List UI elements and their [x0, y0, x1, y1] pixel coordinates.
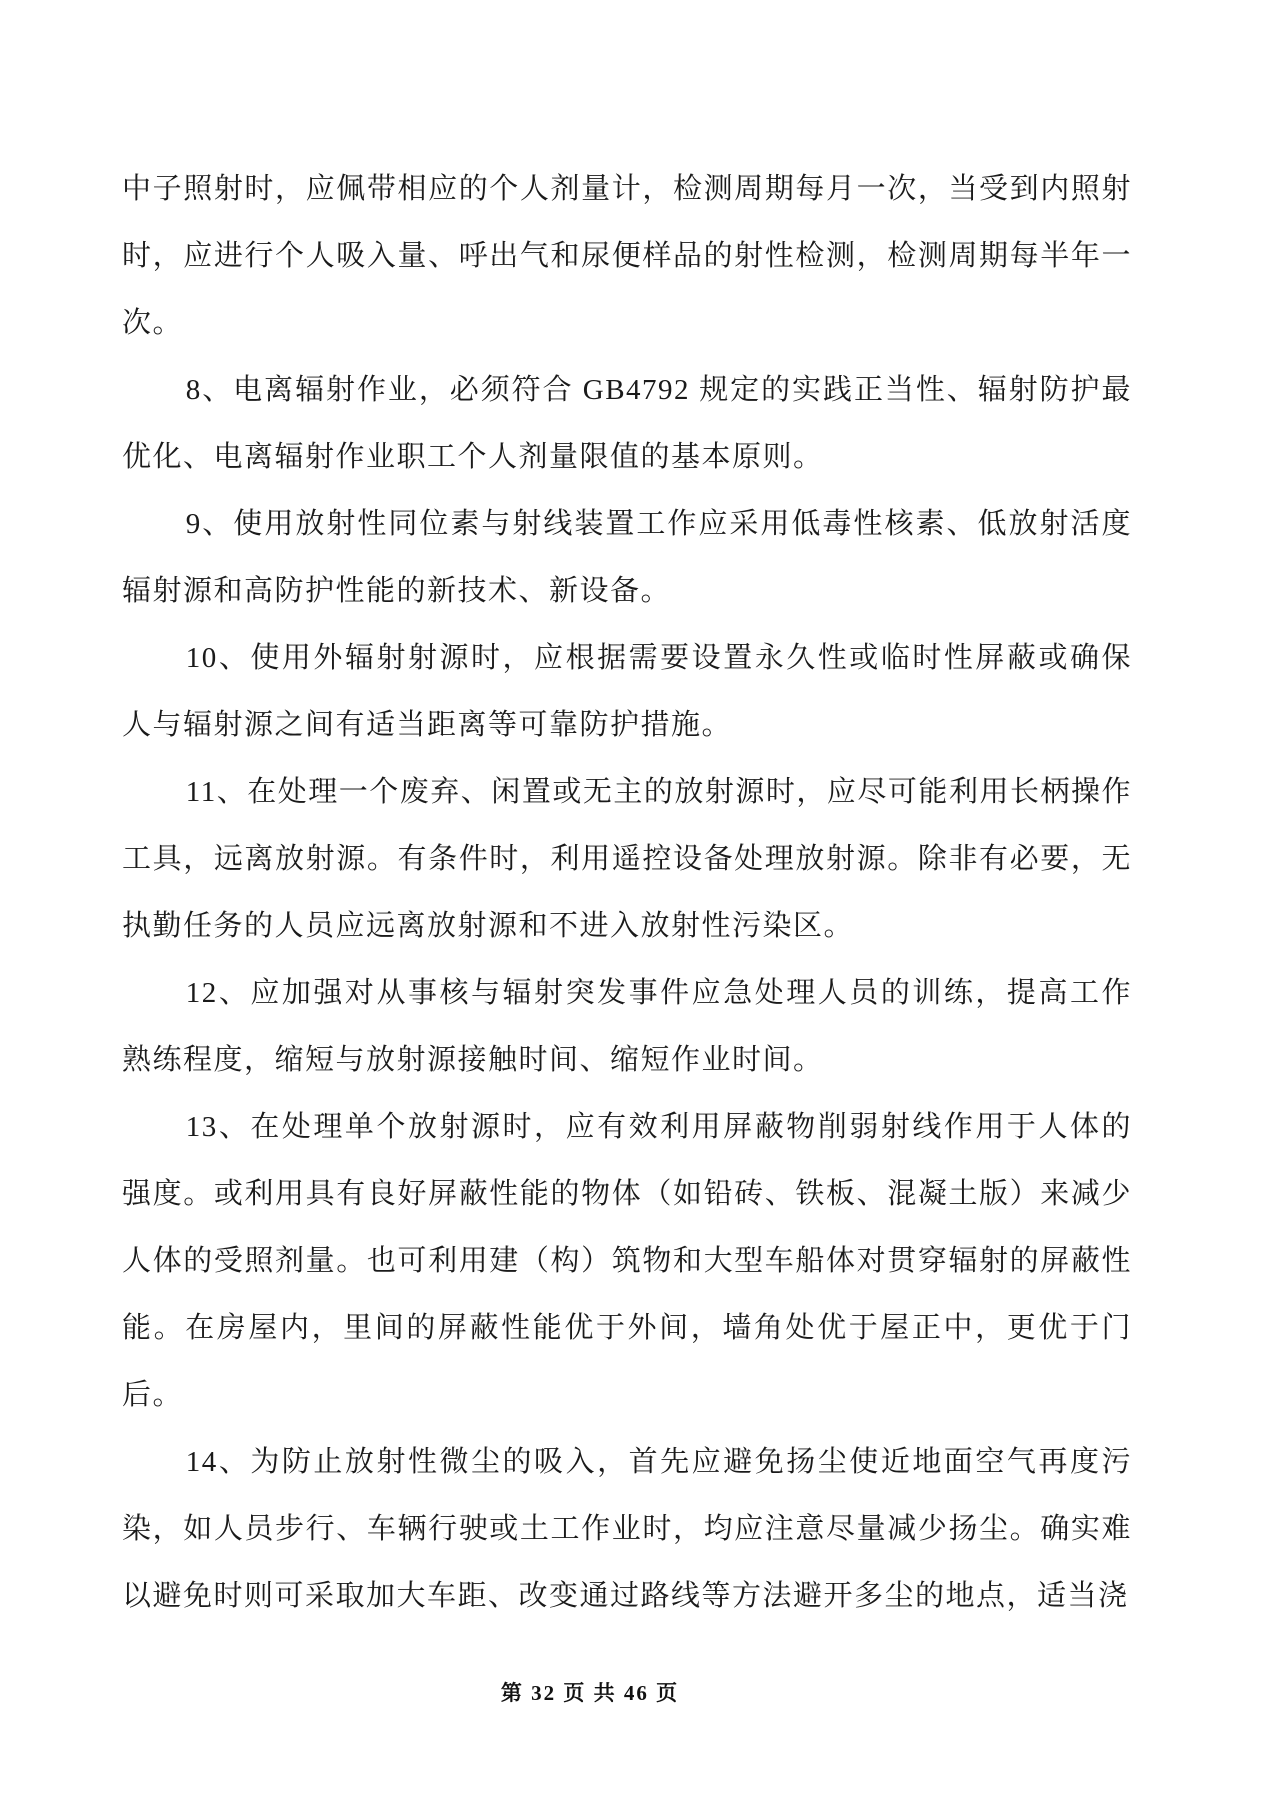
page-number-footer: 第 32 页 共 46 页	[500, 1681, 680, 1705]
paragraph-item-11: 11、在处理一个废弃、闲置或无主的放射源时，应尽可能利用长柄操作工具，远离放射源。有条件时，利用遥控设备处理放射源。除非有必要，无执勤任务的人员应远离放射源和不进入放射性污染区。	[122, 776, 1132, 942]
document-body	[122, 156, 1132, 1630]
paragraph-item-8: 8、电离辐射作业，必须符合 GB4792 规定的实践正当性、辐射防护最优化、电离辐射作业职工个人剂量限值的基本原则。	[122, 374, 1132, 473]
paragraph-item-10: 10、使用外辐射射源时，应根据需要设置永久性或临时性屏蔽或确保人与辐射源之间有适当距离等可靠防护措施。	[122, 642, 1132, 741]
paragraph-continued: 中子照射时，应佩带相应的个人剂量计，检测周期每月一次，当受到内照射时，应进行个人吸入量、呼出气和尿便样品的射性检测，检测周期每半年一次。	[122, 173, 1132, 339]
paragraph-item-14: 14、为防止放射性微尘的吸入，首先应避免扬尘使近地面空气再度污染，如人员步行、车辆行驶或土工作业时，均应注意尽量减少扬尘。确实难以避免时则可采取加大车距、改变通过路线等方法避开多尘的地点，适当浇	[122, 1446, 1132, 1612]
paragraph-item-9: 9、使用放射性同位素与射线装置工作应采用低毒性核素、低放射活度辐射源和高防护性能的新技术、新设备。	[122, 508, 1132, 607]
paragraph-item-12: 12、应加强对从事核与辐射突发事件应急处理人员的训练，提高工作熟练程度，缩短与放射源接触时间、缩短作业时间。	[122, 977, 1132, 1076]
paragraph-item-13: 13、在处理单个放射源时，应有效利用屏蔽物削弱射线作用于人体的强度。或利用具有良好屏蔽性能的物体（如铅砖、铁板、混凝土版）来减少人体的受照剂量。也可利用建（构）筑物和大型车船体对贯穿辐射的屏蔽性能。在房屋内，里间的屏蔽性能优于外间，墙角处优于屋正中，更优于门后。	[122, 1111, 1132, 1411]
